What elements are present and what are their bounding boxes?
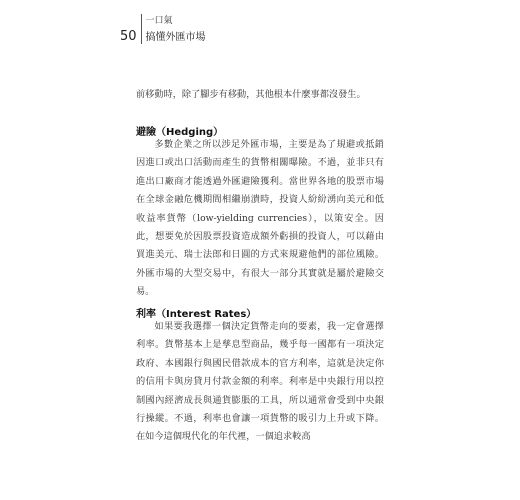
header-series-title: 一口氣 [145, 16, 173, 26]
header-titles [146, 14, 206, 44]
section-paragraph-interest-rates: 如果要我選擇一個決定貨幣走向的要素，我一定會選擇利率。貨幣基本上是孳息型商品，幾乎每一國都有一項決定政府、本國銀行與國民借款成本的官方利率，這就是決定你的信用卡與房貸月付款金額的利率。利率是中央銀行用以控制國內經濟成長與通貨膨脹的工具，所以通常會受到中央銀行操縱。不過，利率也會讓一項貨幣的吸引力上升或下降。在如今這個現代化的年代裡，一個追求較高 [136, 321, 384, 443]
page-number: 50 [120, 29, 137, 44]
section-paragraph-hedging: 多數企業之所以涉足外匯市場，主要是為了規避或抵銷因進口或出口活動而產生的貨幣相關曝險。不過，並非只有進出口廠商才能透過外匯避險獲利。當世界各地的股票市場在全球金融危機期間相繼崩潰時，投資人紛紛湧向美元和低收益率貨幣（low-yielding currencies），以策安全。因此，想要免於因股票投資造成額外虧損的投資人，可以藉由買進美元、瑞士法郎和日圓的方式來規避他們的部位風險。外匯市場的大型交易中，有很大一部分其實就是屬於避險交易。 [136, 139, 384, 298]
section-heading-interest-rates: 利率（Interest Rates） [136, 309, 257, 320]
header-book-title: 搞懂外匯市場 [145, 32, 206, 43]
running-header [120, 14, 206, 44]
section-heading-hedging: 避險（Hedging） [136, 127, 224, 138]
lead-paragraph: 前移動時，除了腳步有移動，其他根本什麼事都沒發生。 [136, 89, 366, 100]
header-divider [141, 14, 142, 44]
